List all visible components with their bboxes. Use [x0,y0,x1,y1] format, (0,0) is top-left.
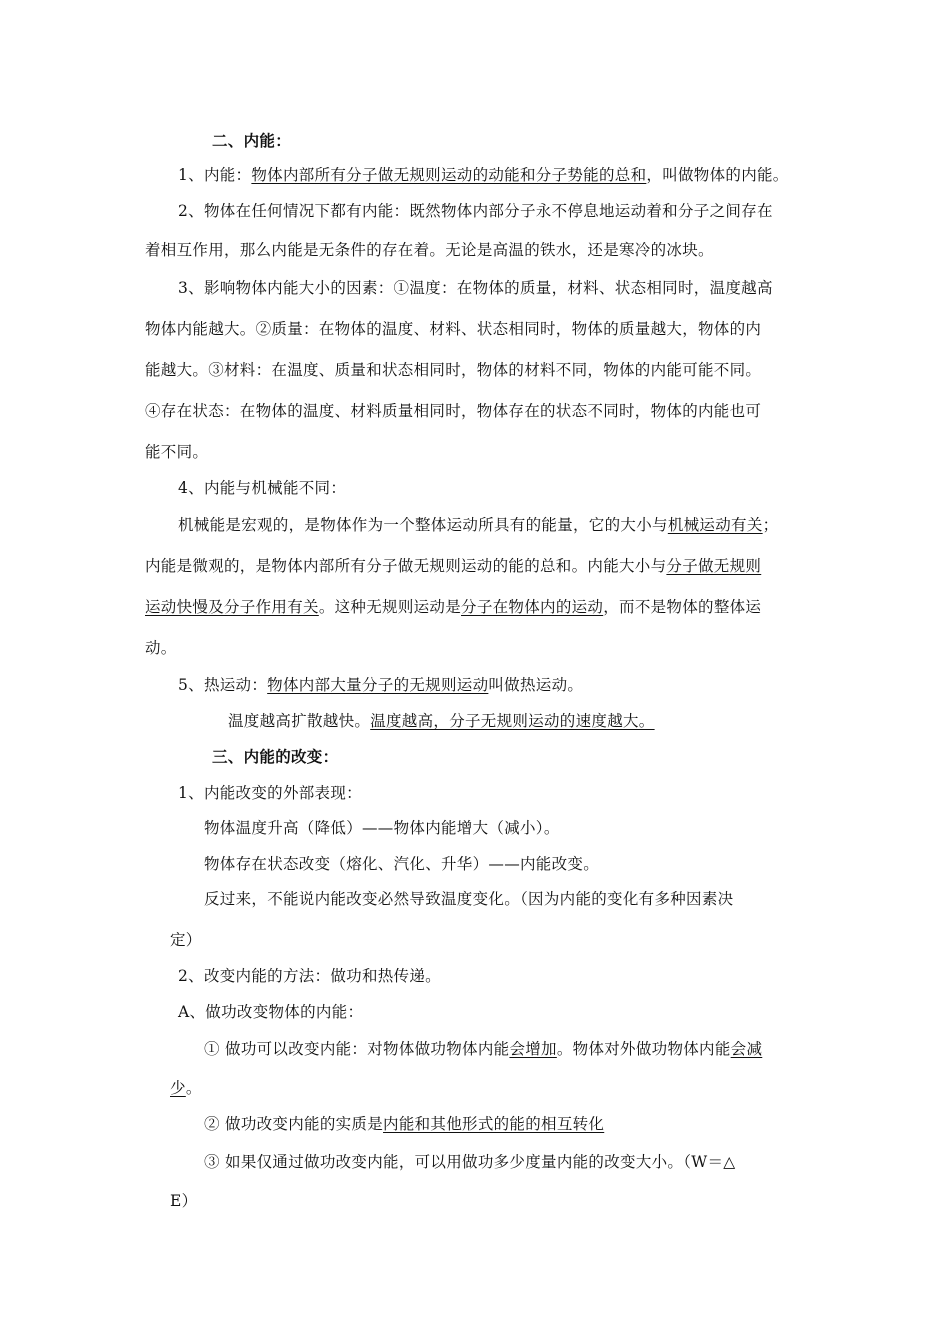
text-run: 反过来，不能说内能改变必然导致温度变化。（因为内能的变化有多种因素决 [204,890,734,908]
text-run: ，叫做物体的内能。 [646,166,789,184]
paragraph-line [178,675,583,695]
text-run: 1、内能改变的外部表现： [178,784,362,802]
text-run: ； [762,516,779,534]
text-run: 温度越高扩散越快。 [228,712,371,730]
section-heading-internal-energy [212,131,291,151]
text-run: 着相互作用，那么内能是无条件的存在着。无论是高温的铁水，还是寒冷的冰块。 [145,241,714,259]
underlined-key-phrase: 少 [170,1079,186,1097]
paragraph-line [178,966,441,986]
underlined-key-phrase: 内能和其他形式的能的相互转化 [383,1115,605,1133]
underlined-key-phrase: 分子做无规则 [666,557,762,575]
underlined-key-phrase: 运动快慢及分子作用有关 [145,598,319,616]
underlined-key-phrase: 机械运动有关 [667,516,763,534]
text-run: E） [170,1192,198,1210]
underlined-key-phrase: 物体内部大量分子的无规则运动 [267,676,489,694]
underlined-key-phrase: 会增加 [509,1040,557,1058]
text-run: 定） [170,931,202,949]
text-run: ② 做功改变内能的实质是 [204,1115,384,1133]
paragraph-line [145,556,761,576]
paragraph-line [145,442,208,462]
paragraph-line [178,165,789,185]
text-run: 4、内能与机械能不同： [178,479,347,497]
paragraph-line [178,783,362,803]
paragraph-line [178,278,773,298]
underlined-key-phrase: 会减 [730,1040,763,1058]
text-run: 内能是微观的，是物体内部所有分子做无规则运动的能的总和。内能大小与 [145,557,667,575]
paragraph-line [170,1078,202,1098]
text-run: 能不同。 [145,443,209,461]
text-run: 物体温度升高（降低）——物体内能增大（减小）。 [204,819,560,837]
text-run: ④存在状态：在物体的温度、材料质量相同时，物体存在的状态不同时，物体的内能也可 [145,402,762,420]
text-run: 三、内能的改变： [212,747,339,766]
underlined-key-phrase: 分子在物体内的运动 [461,598,604,616]
paragraph-line [145,319,761,339]
text-run: 。物体对外做功物体内能 [556,1040,731,1058]
text-run: 5、热运动： [178,676,268,694]
text-run: ③ 如果仅通过做功改变内能，可以用做功多少度量内能的改变大小。（W＝△ [204,1153,736,1171]
paragraph-line [145,638,177,658]
text-run: A、做功改变物体的内能： [178,1003,364,1021]
paragraph-line [145,401,761,421]
paragraph-line [178,515,778,535]
paragraph-line [204,889,733,909]
paragraph-line [170,930,202,950]
text-run: 动。 [145,639,177,657]
section-heading-change-of-internal-energy [212,747,338,767]
paragraph-line [204,818,560,838]
paragraph-line [178,478,346,498]
paragraph-line [228,711,655,731]
text-run: 物体内能越大。②质量：在物体的温度、材料、状态相同时，物体的质量越大，物体的内 [145,320,762,338]
text-run: 能越大。③材料：在温度、质量和状态相同时，物体的材料不同，物体的内能可能不同。 [145,361,762,379]
text-run: 物体存在状态改变（熔化、汽化、升华）——内能改变。 [204,855,600,873]
text-run: ① 做功可以改变内能：对物体做功物体内能 [204,1040,510,1058]
text-run: 。 [185,1079,202,1097]
text-run: 二、内能： [212,131,292,150]
text-run: 2、物体在任何情况下都有内能：既然物体内部分子永不停息地运动着和分子之间存在 [178,202,773,220]
paragraph-line [204,854,599,874]
paragraph-line [145,597,761,617]
underlined-key-phrase: 物体内部所有分子做无规则运动的动能和分子势能的总和 [251,166,647,184]
text-run: 叫做热运动。 [488,676,584,694]
paragraph-line [145,240,714,260]
paragraph-line [145,360,761,380]
paragraph-line [204,1114,604,1134]
text-run: 机械能是宏观的，是物体作为一个整体运动所具有的能量，它的大小与 [178,516,668,534]
underlined-key-phrase: 温度越高，分子无规则运动的速度越大。 [370,712,655,730]
text-run: 2、改变内能的方法：做功和热传递。 [178,967,441,985]
paragraph-line [204,1152,736,1172]
text-run: 。这种无规则运动是 [318,598,462,616]
text-run: ，而不是物体的整体运 [603,598,762,616]
text-run: 1、内能： [178,166,252,184]
paragraph-line [204,1039,762,1059]
paragraph-line [178,201,773,221]
paragraph-line [178,1002,363,1022]
text-run: 3、影响物体内能大小的因素：①温度：在物体的质量，材料、状态相同时，温度越高 [178,279,773,297]
paragraph-line [170,1191,197,1211]
